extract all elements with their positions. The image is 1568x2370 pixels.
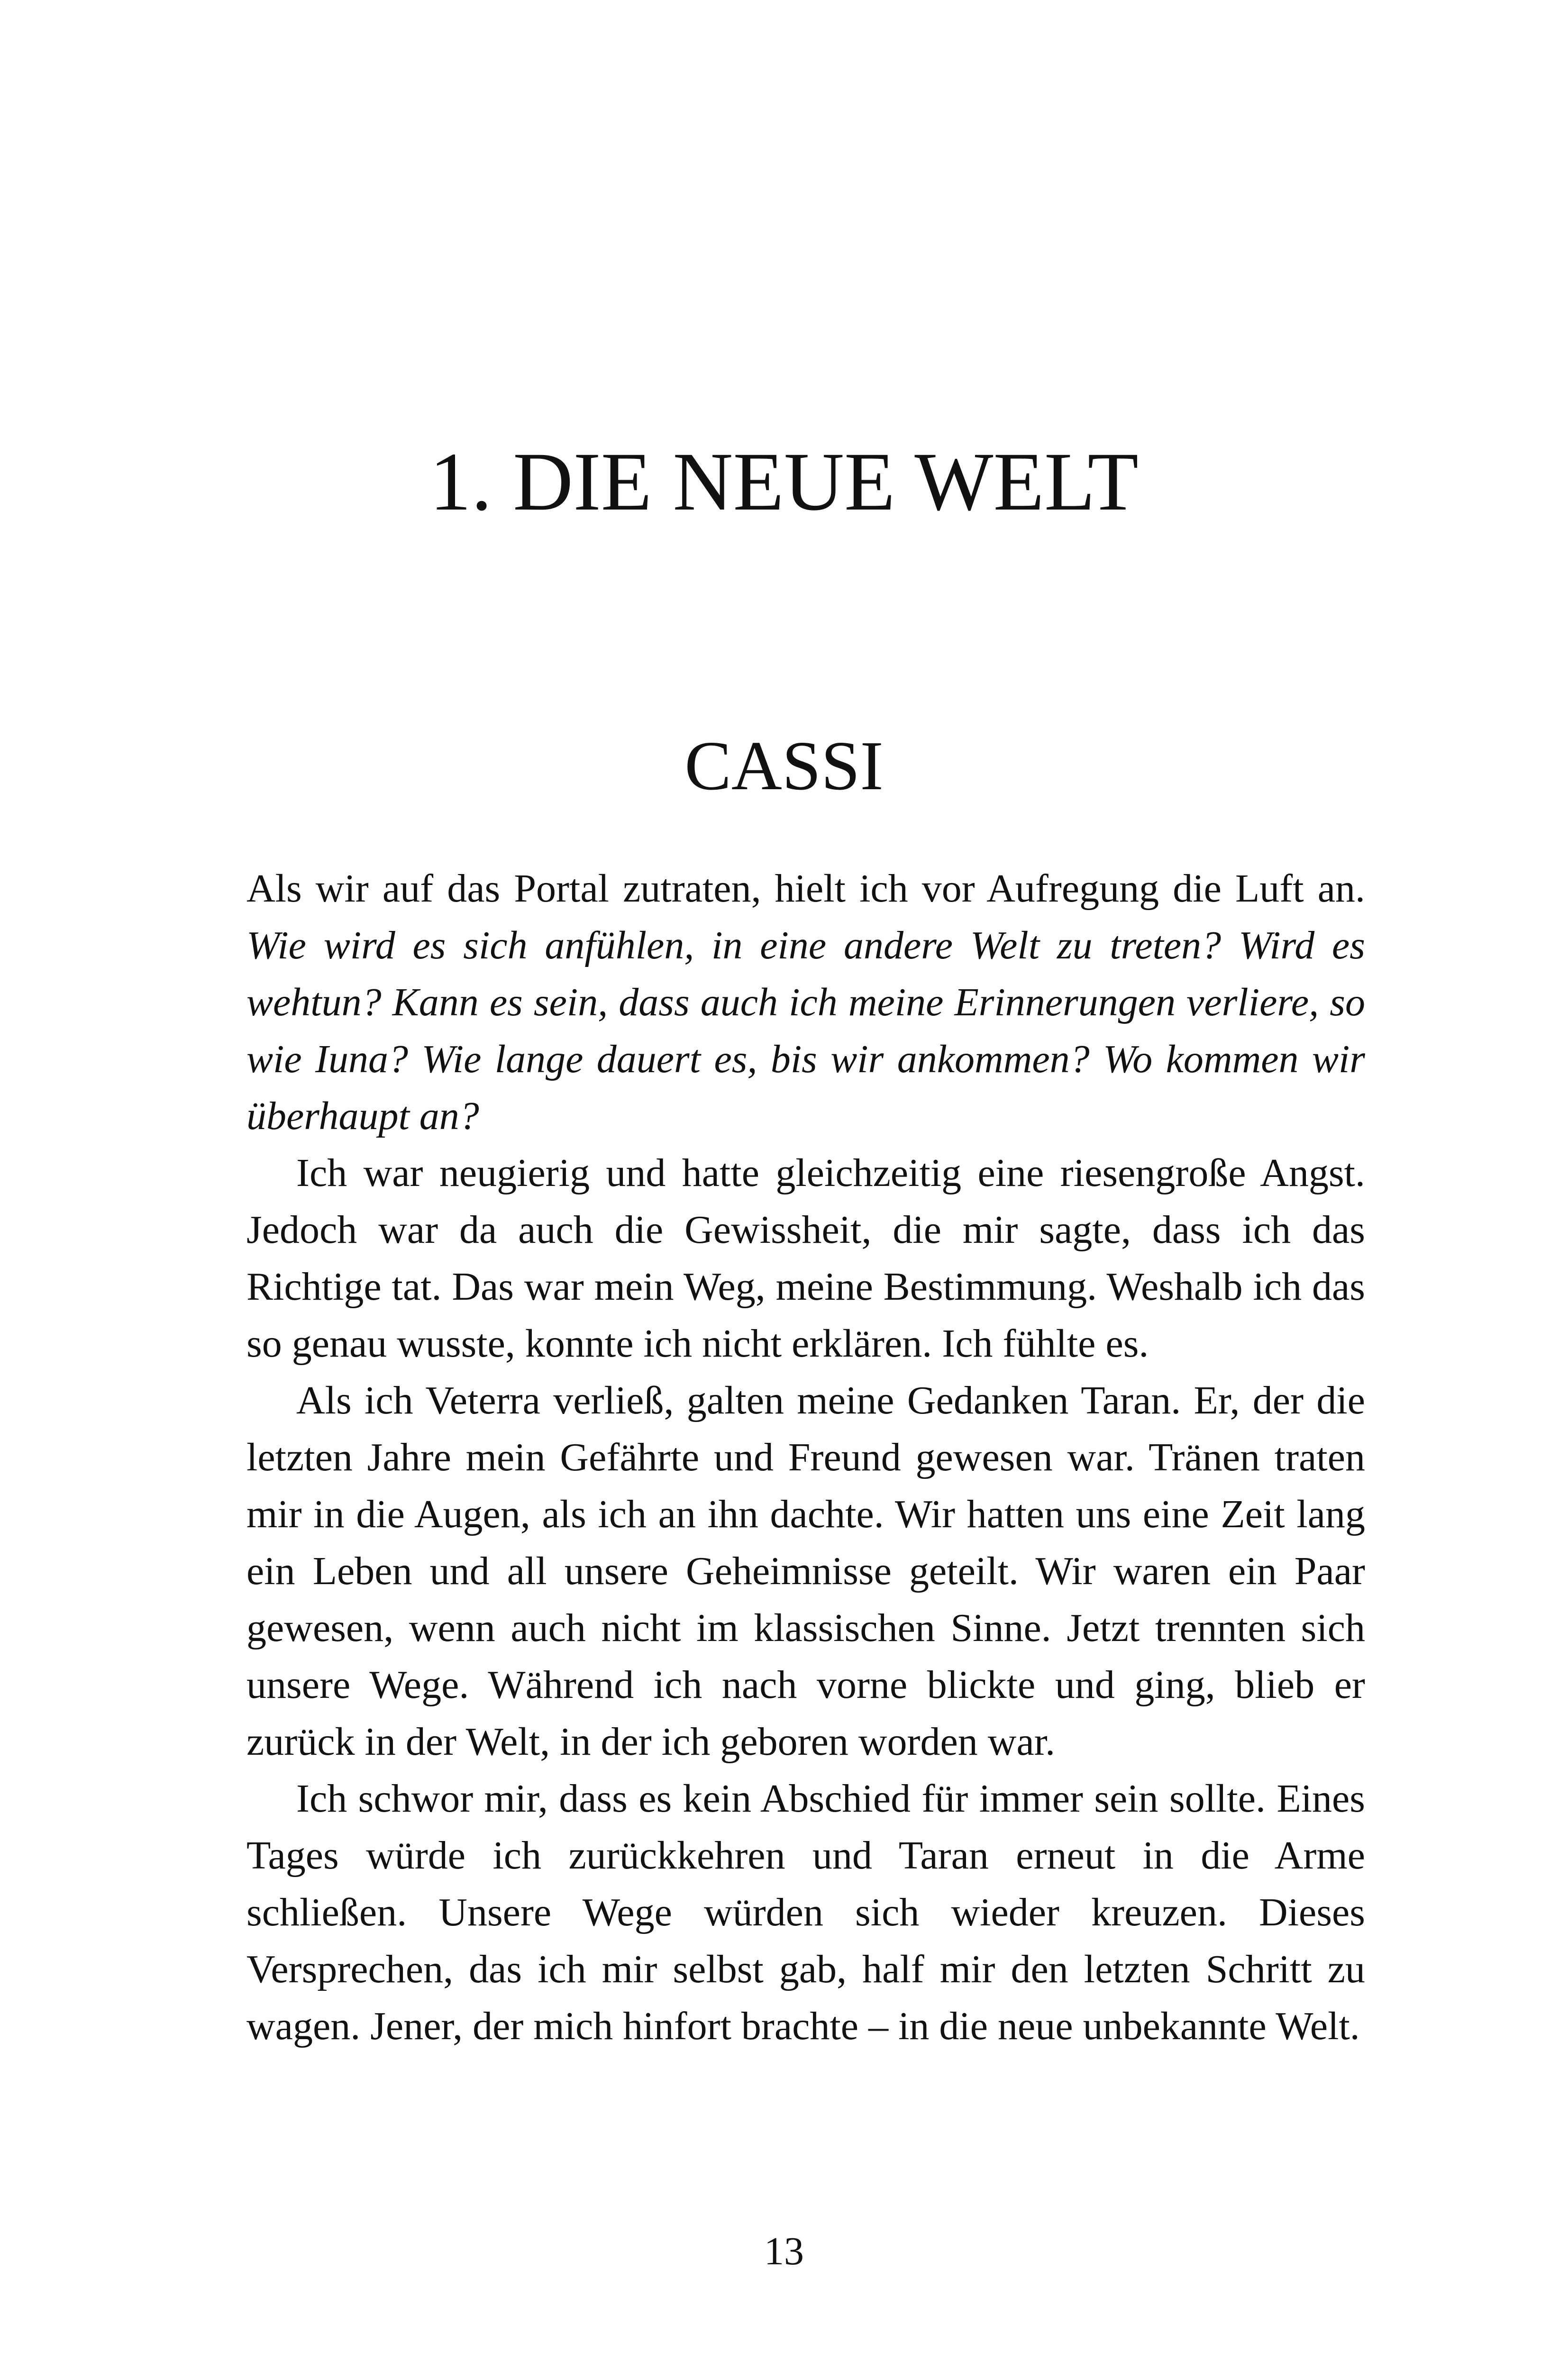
paragraph-4: Ich schwor mir, dass es kein Abschied für immer sein sollte. Eines Tages würde ich zurückkehren und Taran erneut in die Arme schließen. Unsere Wege würden sich wieder kreuzen. Dieses Versprechen, das ich mir selbst gab, half mir den letzten Schritt zu wagen. Jener, der mich hinfort brachte – in die neue unbekannte Welt. [246, 1777, 1365, 2048]
paragraph-1-lead: Als wir auf das Portal zutraten, hielt ich vor Aufregung die Luft an. [246, 866, 1365, 911]
section-title: CASSI [684, 727, 884, 805]
paragraph-1-thought: Wie wird es sich anfühlen, in eine andere Welt zu treten? Wird es wehtun? Kann es sein, dass auch ich meine Erinnerungen verliere, so wie Iuna? Wie lange dauert es, bis wir ankommen? Wo kommen wir überhaupt an? [246, 923, 1365, 1138]
body-text [246, 860, 1365, 2055]
chapter-title: 1. DIE NEUE WELT [429, 436, 1139, 528]
paragraph-2: Ich war neugierig und hatte gleichzeitig eine riesengroße Angst. Jedoch war da auch die Gewissheit, die mir sagte, dass ich das Richtige tat. Das war mein Weg, meine Bestimmung. Weshalb ich das so genau wusste, konnte ich nicht erklären. Ich fühlte es. [246, 1151, 1365, 1366]
paragraph-1 [246, 860, 1365, 1145]
paragraph-3: Als ich Veterra verließ, galten meine Gedanken Taran. Er, der die letzten Jahre mein Gefährte und Freund gewesen war. Tränen traten mir in die Augen, als ich an ihn dachte. Wir hatten uns eine Zeit lang ein Leben und all unsere Geheimnisse geteilt. Wir waren ein Paar gewesen, wenn auch nicht im klassischen Sinne. Jetzt trennten sich unsere Wege. Während ich nach vorne blickte und ging, blieb er zurück in der Welt, in der ich geboren worden war. [246, 1378, 1365, 1764]
page-number: 13 [764, 2229, 804, 2273]
